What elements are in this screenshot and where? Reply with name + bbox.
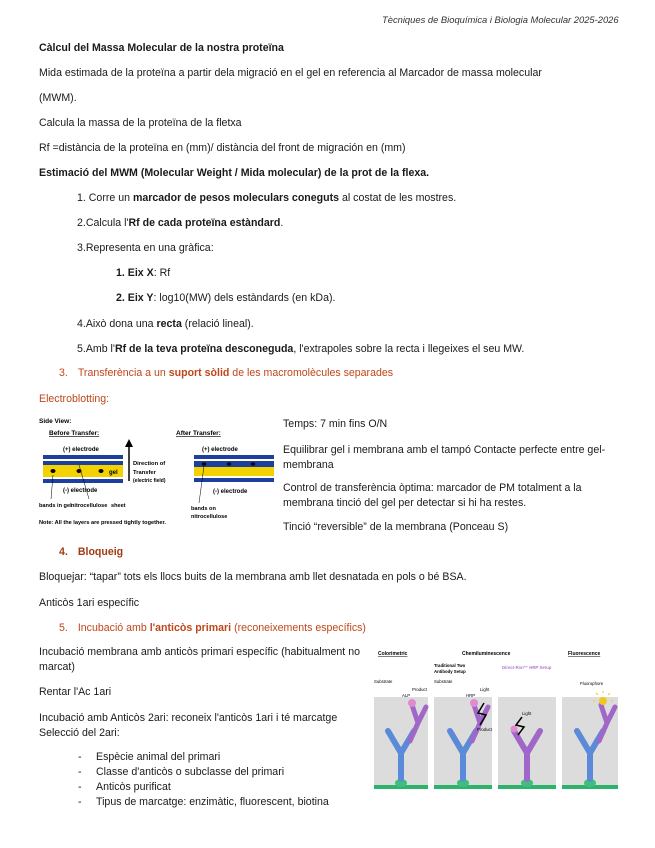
direction-label: Direction of	[133, 461, 166, 467]
nitro-label: nitrocellulose	[191, 514, 228, 520]
section-5-heading: 5. Incubació amb l'anticòs primari (reconeixements específics)	[59, 622, 366, 634]
substrate-label: Substrate	[374, 679, 393, 684]
electroblotting-label: Electroblotting:	[39, 393, 110, 405]
incubacio-secundari-text: Incubació amb Anticòs 2ari: reconeix l'anticòs 1ari i té marcatge Selecció del 2ari:	[39, 712, 338, 739]
light-label: Light	[480, 687, 490, 692]
paragraph: Calcula la massa de la proteïna de la fletxa	[39, 117, 242, 129]
list-item: - Espècie animal del primari	[78, 750, 329, 765]
nitro-label: nitrocellulose	[71, 503, 108, 509]
gel-band	[51, 469, 56, 473]
alp-label: ALP	[402, 693, 411, 698]
temps-text: Temps: 7 min fins O/N	[283, 418, 388, 430]
section-3-heading: 3. Transferència a un suport sòlid de les macromolècules separades	[59, 367, 394, 379]
membrane-band	[251, 462, 255, 465]
page-header: Tècniques de Bioquímica i Biologia Molecular 2025-2026	[382, 14, 619, 25]
electrode-plate	[43, 479, 123, 483]
electrode-plate	[43, 455, 123, 459]
step-1: 1. Corre un marcador de pesos moleculars coneguts al costat de les mostres.	[77, 192, 457, 204]
hrp-enzyme	[470, 699, 478, 707]
electroblotting-diagram	[39, 413, 279, 531]
equilibrar-text: Equilibrar gel i membrana amb el tampó Contacte perfecte entre gel-membrana	[283, 444, 606, 471]
list-item: - Anticòs purificat	[78, 780, 329, 795]
chemi-label: Chemiluminescence	[462, 651, 511, 657]
traditional-label: Traditional Two	[434, 663, 466, 668]
nitrocellulose-layer	[43, 461, 123, 465]
product-label: Product	[412, 687, 427, 692]
paragraph-line: (MWM).	[39, 92, 77, 104]
hrp-enzyme	[511, 726, 518, 733]
bloquejar-text: Bloquejar: “tapar” tots els llocs buits de la membrana amb llet desnatada en pols o bé BSA.	[39, 571, 467, 583]
bands-on-label: bands on	[191, 506, 216, 512]
side-view-label: Side View:	[39, 418, 72, 425]
direction-label: (electric field)	[133, 478, 166, 484]
fluorophore-label: Fluorophore	[580, 681, 604, 686]
step-4: 4.Això dona una recta (relació lineal).	[77, 318, 254, 330]
list-item: - Tipus de marcatge: enzimàtic, fluorescent, biotina	[78, 795, 329, 810]
anticos-1ari-text: Anticòs 1ari específic	[39, 597, 140, 609]
substrate-label: Substrate	[434, 679, 453, 684]
note-label: Note: All the layers are pressed tightly together.	[39, 520, 166, 526]
estimation-title: Estimació del MWM (Molecular Weight / Mida molecular) de la prot de la flexa.	[39, 167, 430, 179]
paragraph-line: Mida estimada de la proteïna a partir dela migració en el gel en referencia al Marcador de massa molecular	[39, 67, 542, 79]
step-2: 2.Calcula l'Rf de cada proteïna estàndard.	[77, 217, 284, 229]
before-transfer-label: Before Transfer:	[49, 430, 100, 437]
gel-label: gel	[109, 470, 118, 476]
arrow-head	[125, 439, 133, 447]
negative-electrode-label: (-) electrode	[63, 488, 98, 494]
bands-label: bands in gel	[39, 503, 72, 509]
incubacio-primari-text: Incubació membrana amb anticòs primari específic (habitualment no marcat)	[39, 646, 360, 673]
fluorophore-sun-icon	[599, 697, 607, 705]
direction-label: Transfer	[133, 470, 156, 476]
rf-formula: Rf =distància de la proteïna en (mm)/ distància del front de migración en (mm)	[39, 142, 406, 154]
light-label: Light	[522, 711, 532, 716]
gel-layer	[194, 467, 274, 476]
tincio-text: Tinció “reversible” de la membrana (Ponceau S)	[283, 521, 509, 533]
membrane-band	[227, 462, 231, 465]
section-4-heading: 4. Bloqueig	[59, 546, 124, 558]
list-item: - Classe d'anticòs o subclasse del primari	[78, 765, 329, 780]
colorimetric-label: Colorimetric	[378, 651, 408, 657]
sheet-label: sheet	[111, 503, 126, 509]
gel-band	[99, 469, 104, 473]
fluorescence-label: Fluorescence	[568, 651, 601, 657]
direct-label: Direct-Rxn™ HRP Setup	[502, 665, 552, 670]
after-transfer-label: After Transfer:	[176, 430, 221, 437]
positive-electrode-label: (+) electrode	[63, 447, 99, 453]
electrode-plate	[194, 478, 274, 482]
rentar-text: Rentar l'Ac 1ari	[39, 686, 112, 698]
step-3: 3.Representa en una gràfica:	[77, 242, 214, 254]
negative-electrode-label: (-) electrode	[213, 489, 248, 495]
product-label: Product	[477, 727, 492, 732]
hrp-label: HRP	[466, 693, 476, 698]
step-5: 5.Amb l'Rf de la teva proteïna desconeguda, l'extrapoles sobre la recta i llegeixes el seu MW.	[77, 343, 525, 355]
electrode-plate	[194, 455, 274, 459]
secondary-selection-list	[78, 750, 329, 810]
positive-electrode-label: (+) electrode	[202, 447, 238, 453]
step-3-y-axis: 2. Eix Y: log10(MW) dels estàndards (en kDa).	[116, 292, 336, 304]
antibody-detection-diagram	[372, 645, 622, 795]
traditional-label: Antibody Setup	[434, 669, 466, 674]
membrane-band	[202, 462, 206, 465]
section-title: Càlcul del Massa Molecular de la nostra proteïna	[39, 42, 284, 54]
control-text: Control de transferència òptima: marcador de PM totalment a la membrana tinció del gel per detectar si hi ha restes.	[283, 482, 582, 509]
alp-enzyme	[408, 699, 416, 707]
step-3-x-axis: 1. Eix X: Rf	[116, 267, 171, 279]
